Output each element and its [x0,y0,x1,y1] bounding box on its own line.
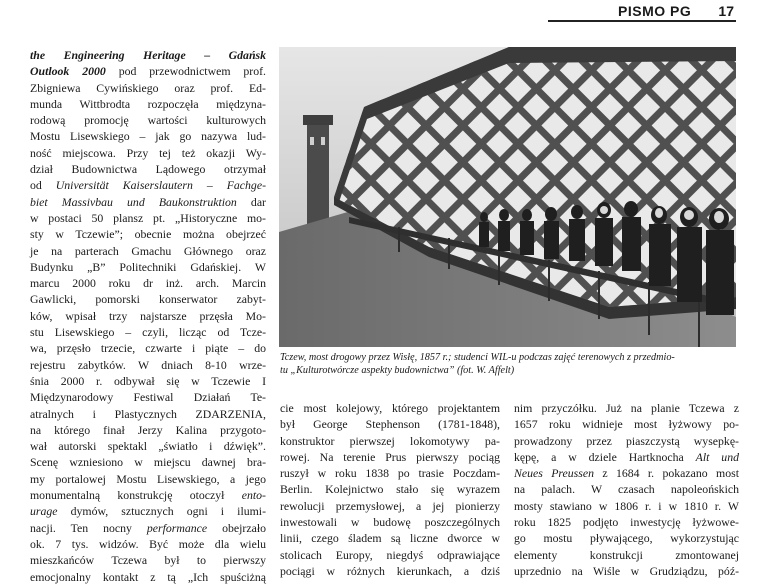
text-column-3 [514,400,739,579]
text-line: ok. 7 tys. widzów. Być może dla wielu [30,536,266,551]
text-line: Berlin. Kolejnictwo stało się wyrazem [280,482,500,497]
text-line: Neues Preussen z 1684 r. pokazano most [514,466,739,481]
header-rule [548,20,736,22]
text-line: mieszkańców Tczewa był to pierwszy [30,553,266,568]
text-line: był George Stephenson (1781-1848), [280,417,500,432]
text-line: cie most kolejowy, którego projektantem [280,401,500,415]
caption-line: Tczew, most drogowy przez Wisłę, 1857 r.; studenci WIL-u podczas zajęć terenowych z przedmio- [280,352,675,363]
text-line: elementy konstrukcji zmontowanej [514,547,739,562]
text-line: je na parterach Gmachu Głównego oraz [30,243,266,258]
text-line: konstruktor pierwszej lokomotywy pa- [280,433,500,448]
text-line: munda Wittbrodta rozpoczęła międzyna- [30,96,266,111]
text-line: 1657 roku widnieje most łyżwowy po- [514,417,739,432]
text-line: nacji. Ten nocny performance obejrzało [30,520,266,535]
text-column-2 [280,400,500,579]
text-line: w postaci 50 plansz pt. „Historyczne mo- [30,210,266,225]
text-line: rowej. Na terenie Prus pierwszy pociąg [280,449,500,464]
text-line: nim przyczółku. Już na planie Tczewa z [514,401,739,415]
text-line: monumentalną konstrukcję otoczył ento- [30,488,266,503]
text-line: Gawlicki, pomorski konserwator zabyt- [30,292,266,307]
text-line: Mostu Lisewskiego – jak go nazywa lud- [30,129,266,144]
text-line: wał autorski spektakl „światło i dźwięk”. [30,439,266,454]
text-line: go mostu pływającego, wykorzystując [514,531,739,546]
text-line: inwestowali w budowę poszczególnych [280,515,500,530]
text-line: biet Massivbau und Baukonstruktion dar [30,194,266,209]
journal-title: PISMO PG [618,3,692,19]
text-line: dział Budownictwa Lądowego otrzymał [30,162,266,177]
text-line: emocjonalny kontakt z tą „Ich spuściżną [30,569,266,584]
text-line: marcu 2000 roku dr inż. arch. Marcin [30,276,266,291]
photo-caption [280,351,738,377]
text-line: stolicach Europy, niegdyś odprawiające [280,547,500,562]
text-line: Outlook 2000 pod przewodnictwem prof. [30,64,266,79]
text-line: na którego finał Jerzy Kalina przygoto- [30,422,266,437]
text-line: mosty stawiano w 1806 r. i w 1810 r. W [514,498,739,513]
text-line: ność miejscowa. Przy tej też okazji Wy- [30,145,266,160]
text-line: prowadzony przez piaszczystą wysepkę- [514,433,739,448]
text-line: rejestru zabytków. W dniach 8-10 wrze- [30,357,266,372]
text-line: stu Lisewskiego – czyli, licząc od Tcze- [30,325,266,340]
text-line: sty w Tczewie”; obecnie można obejrzeć [30,227,266,242]
text-line: roku 1825 podjęto inwestycję łyżwowe- [514,515,739,530]
text-line: ków, wpisał trzy najstarsze przęsła Mo- [30,308,266,323]
text-line: uprzednio na Wiśle w Grudziądzu, póź- [514,563,739,578]
caption-line: tu „Kulturotwórcze aspekty budownictwa” (fot. W. Affelt) [280,365,515,376]
text-line: Międzynarodowy Festiwal Działań Te- [30,390,266,405]
text-line: atralnych i Plastycznych ZDARZENIA, [30,406,266,421]
text-line: śnia 2000 r. odbywał się w Tczewie I [30,373,266,388]
text-column-1 [30,47,266,585]
text-line: rewolucji przemysłowej, a jej pionierzy [280,498,500,513]
text-line: linii, czego śladem są liczne dworce w [280,531,500,546]
text-line: Zbigniewa Cywińskiego oraz prof. Ed- [30,80,266,95]
page-header [548,0,738,24]
text-line: rodową promocję wartości kulturowych [30,113,266,128]
text-line: urage dymów, sztucznych ogni i ilumi- [30,504,266,519]
text-line: na palach. W czasach napoleońskich [514,482,739,497]
bridge-photo-drawing [279,47,736,347]
text-line: Scenę wzniesiono w miejscu dawnej bra- [30,455,266,470]
text-line: my portalowej Mostu Lisewskiego, a jego [30,471,266,486]
bridge-photo [279,47,736,347]
text-line: Budynku „B” Politechniki Gdańskiej. W [30,259,266,274]
page-number: 17 [718,3,734,19]
text-line: kępę, a w dziele Hartknocha Alt und [514,449,739,464]
text-line: wa, przęsło trzecie, czwarte i piąte – do [30,341,266,356]
text-line: od Universität Kaiserslautern – Fachge- [30,178,266,193]
text-line: pociągi w różnych kierunkach, a dziś [280,563,500,578]
text-line: the Engineering Heritage – Gdańsk [30,48,266,62]
text-line: ruszył w roku 1838 po trasie Poczdam- [280,466,500,481]
